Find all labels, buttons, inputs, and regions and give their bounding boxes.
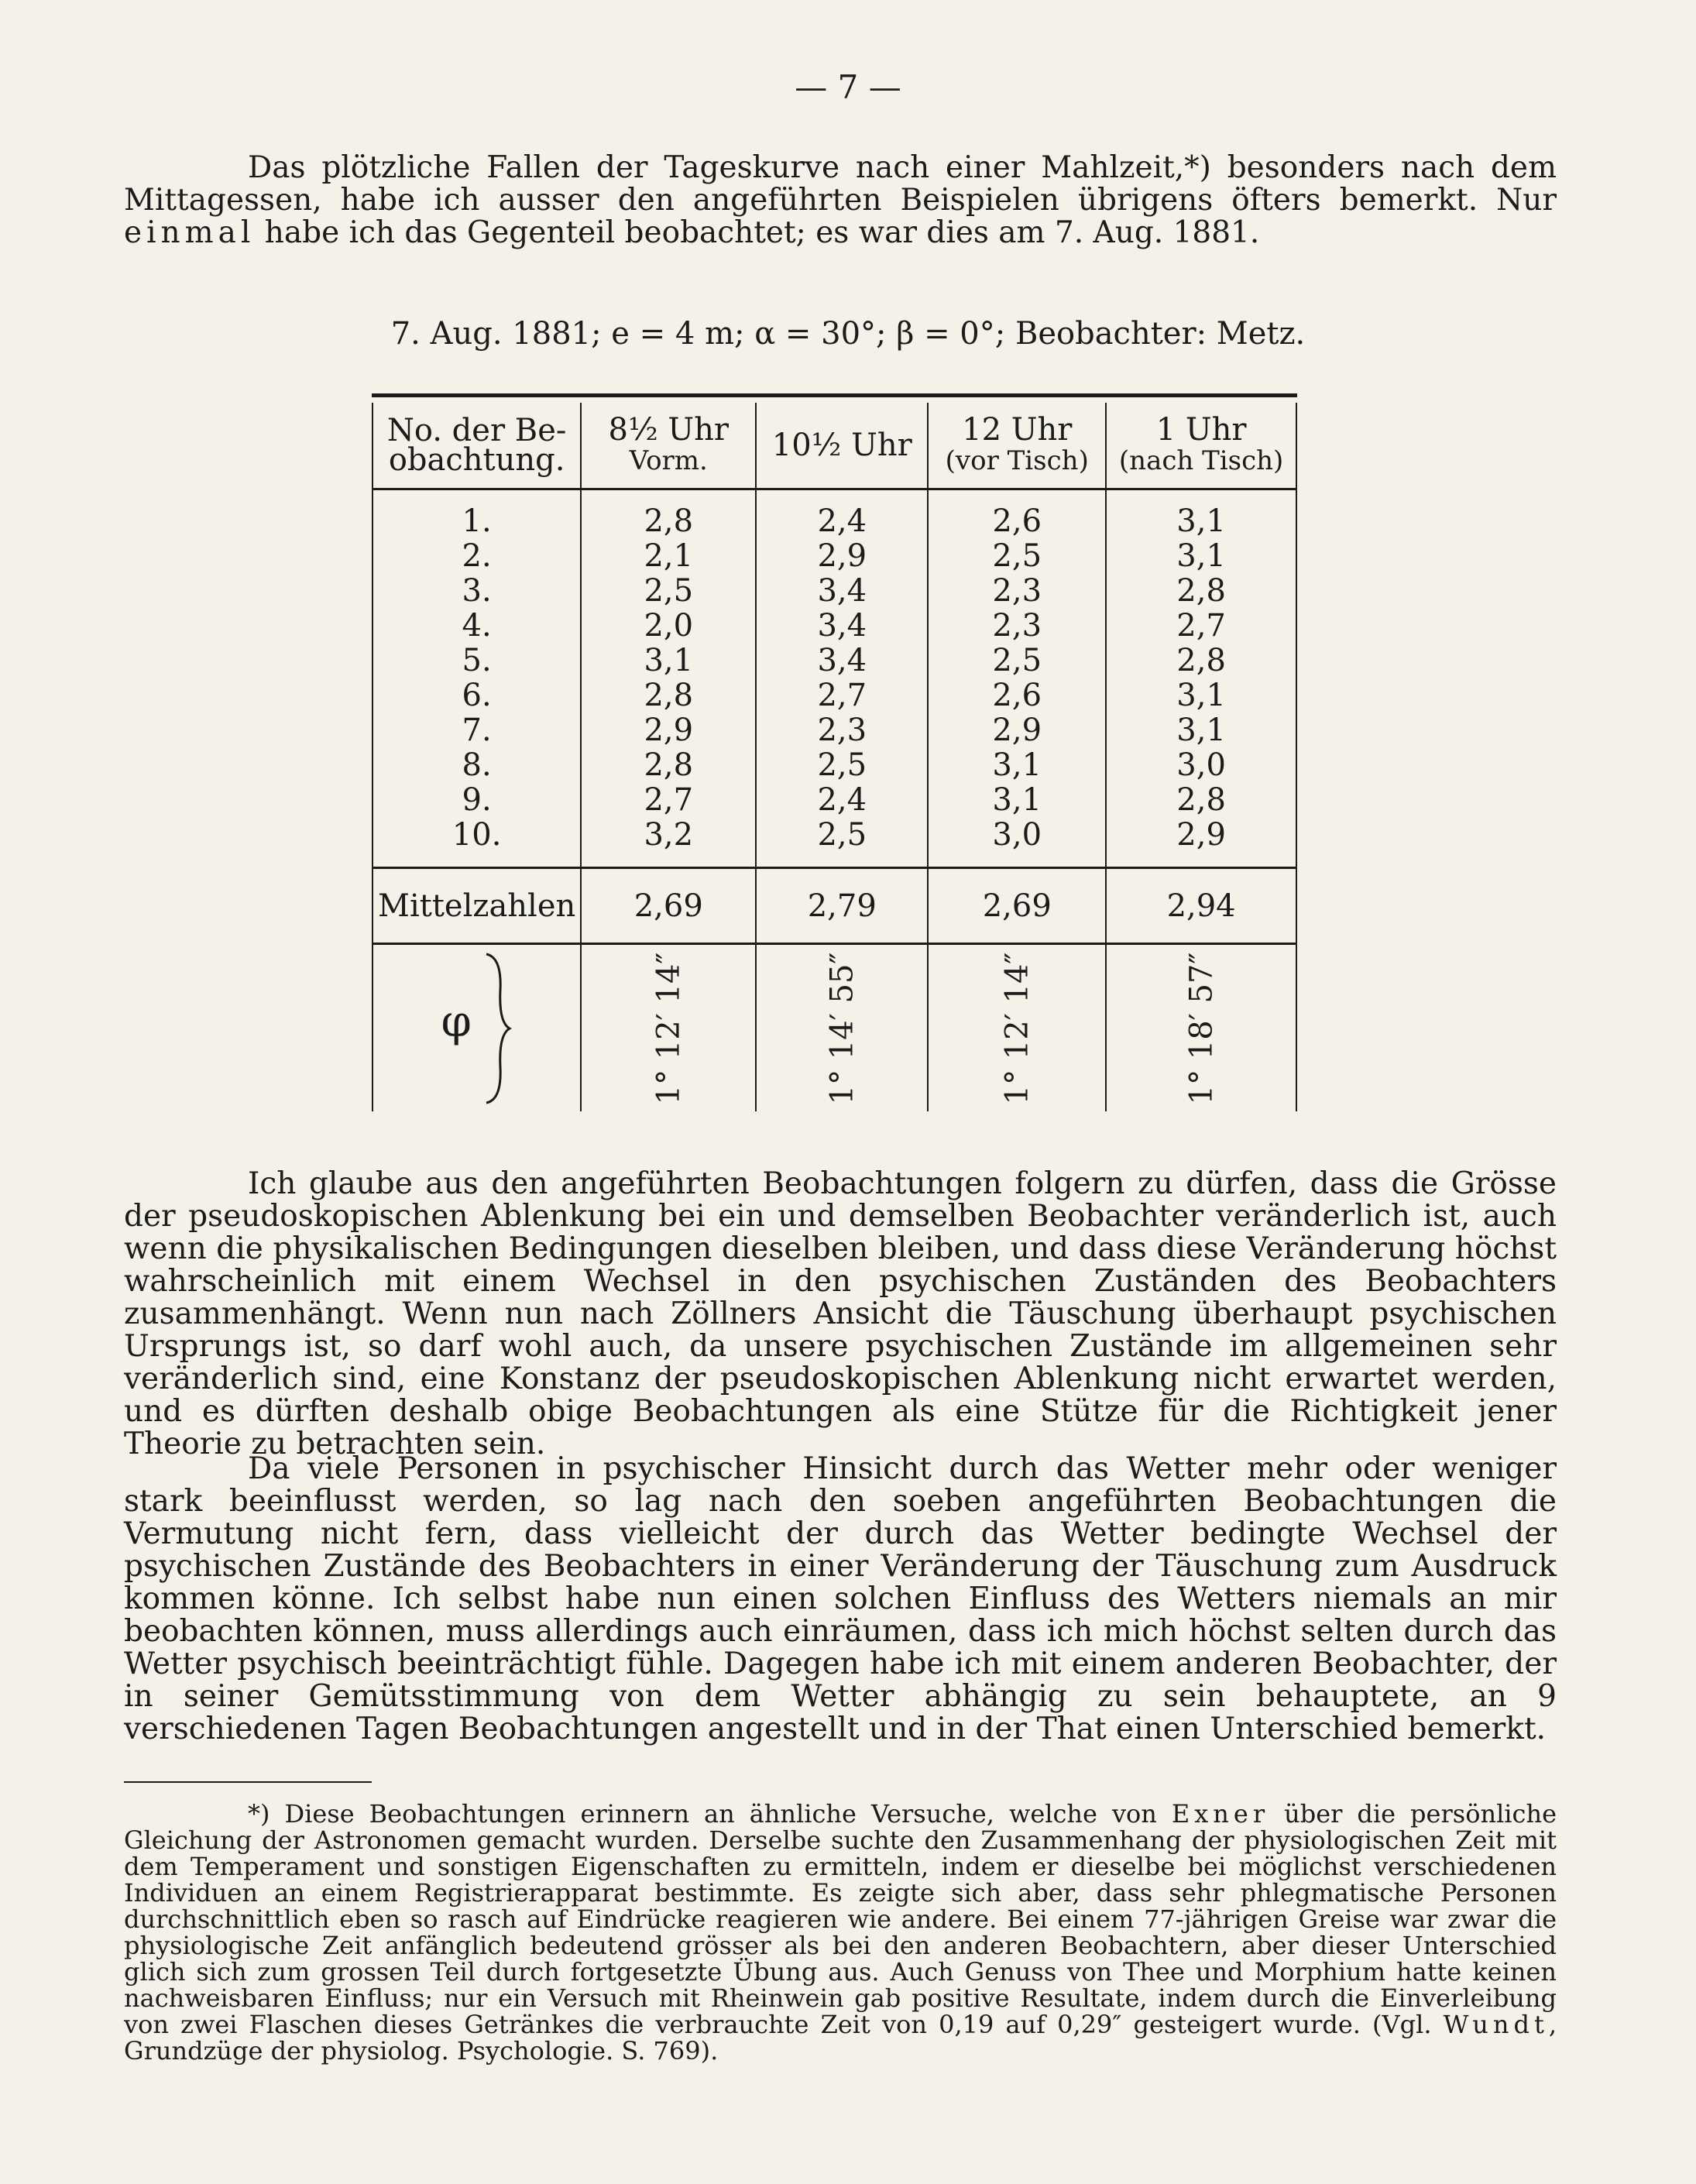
phi-value: 1° 12′ 14″ [999,952,1035,1104]
phi-value-cell [756,944,928,1112]
header-1030: 10½ Uhr [756,403,928,489]
phi-value-cell [581,944,756,1112]
table-top-rule [372,393,1297,397]
footnote: *) Diese Beobachtungen erinnern an ähnliche Versuche, welche von Exner über die persönliche Gleichung der Astronomen gemacht wurden. Derselbe suchte den Zusammenhang der physiologischen Zeit mit dem Temperament und sonstigen Eigenschaften zu ermitteln, indem er dieselbe bei möglichst verschiedenen Individuen an einem Registrierapparat bestimmte. Es zeigte sich aber, dass sehr phlegmatische Personen durchschnittlich eben so rasch auf Eindrücke reagieren wie andere. Bei einem 77-jährigen Greise war zwar die physiologische Zeit anfänglich bedeutend grösser als bei den anderen Beobachtern, aber dieser Unterschied glich sich zum grossen Teil durch fortgesetzte Übung aus. Auch Genuss von Thee und Morphium hatte keinen nachweisbaren Einfluss; nur ein Versuch mit Rheinwein gab positive Resultate, indem durch die Einverleibung von zwei Flaschen dieses Getränkes die verbrauchte Zeit von 0,19 auf 0,29″ gesteigert wurde. (Vgl. Wundt, Grundzüge der physiolog. Psychologie. S. 769). [124,1799,1557,2066]
phi-symbol: φ [441,996,472,1047]
phi-row [373,944,1296,1112]
mean-value: 2,79 [756,868,928,944]
mean-value: 2,94 [1106,868,1296,944]
table-row: 8. 2,8 2,5 3,1 3,0 [373,748,1296,783]
observation-table [372,403,1297,1111]
mean-value: 2,69 [581,868,756,944]
table-row: 2. 2,1 2,9 2,5 3,1 [373,539,1296,574]
mean-value: 2,69 [928,868,1106,944]
intro-paragraph: Das plötzliche Fallen der Tageskurve nach einer Mahlzeit,*) besonders nach dem Mittagessen, habe ich ausser den angeführten Beispielen übrigens öfters bemerkt. Nur einmal habe ich das Gegenteil beobachtet; es war dies am 7. Aug. 1881. [124,150,1557,250]
table-row: 6. 2,8 2,7 2,6 3,1 [373,678,1296,713]
phi-label-cell [373,944,581,1112]
table-row: 4. 2,0 3,4 2,3 2,7 [373,609,1296,644]
phi-value: 1° 12′ 14″ [651,952,687,1104]
page-number: — 7 — [795,68,901,106]
table-row: 9. 2,7 2,4 3,1 2,8 [373,783,1296,818]
emphasis-einmal: einmal [124,215,256,250]
header-830: 8½ Uhr Vorm. [581,403,756,489]
table-row: 3. 2,5 3,4 2,3 2,8 [373,574,1296,609]
mean-label: Mittelzahlen [373,868,581,944]
phi-value: 1° 18′ 57″ [1183,952,1220,1104]
body-paragraph-1: Ich glaube aus den angeführten Beobachtungen folgern zu dürfen, dass die Grösse der pseudoskopischen Ablenkung bei ein und demselben Beobachter veränderlich ist, auch wenn die physikalischen Bedingungen dieselben bleiben, und dass diese Veränderung höchst wahrscheinlich mit einem Wechsel in den psychischen Zuständen des Beobachters zusammenhängt. Wenn nun nach Zöllners Ansicht die Täuschung überhaupt psychischen Ursprungs ist, so darf wohl auch, da unsere psychischen Zustände im allgemeinen sehr veränderlich sind, eine Konstanz der pseudoskopischen Ablenkung nicht erwartet werden, und es dürften deshalb obige Beobachtungen als eine Stütze für die Richtigkeit jener Theorie zu betrachten sein. [124,1166,1557,1461]
body-paragraph-2: Da viele Personen in psychischer Hinsicht durch das Wetter mehr oder weniger stark beeinflusst werden, so lag nach den soeben angeführten Beobachtungen die Vermutung nicht fern, dass vielleicht der durch das Wetter bedingte Wechsel der psychischen Zustände des Beobachters in einer Veränderung der Täuschung zum Ausdruck kommen könne. Ich selbst habe nun einen solchen Einfluss des Wetters niemals an mir beobachten können, muss allerdings auch einräumen, dass ich mich höchst selten durch das Wetter psychisch beeinträchtigt fühle. Dagegen habe ich mit einem anderen Beobachter, der in seiner Gemütsstimmung von dem Wetter abhängig zu sein behauptete, an 9 verschiedenen Tagen Beobachtungen angestellt und in der That einen Unterschied bemerkt. [124,1451,1557,1746]
mean-row [373,868,1296,944]
phi-value-cell [928,944,1106,1112]
phi-value-cell [1106,944,1296,1112]
header-1: 1 Uhr (nach Tisch) [1106,403,1296,489]
table-heading: 7. Aug. 1881; e = 4 m; α = 30°; β = 0°; Beobachter: Metz. [390,316,1306,352]
name-exner: Exner [1171,1799,1270,1829]
table-header-row [373,403,1296,489]
name-wundt: Wundt [1443,2010,1549,2039]
right-brace-icon [482,951,513,1106]
table-row: 10. 3,2 2,5 3,0 2,9 [373,818,1296,868]
phi-value: 1° 14′ 55″ [824,952,860,1104]
header-observation-no: No. der Be- obachtung. [373,403,581,489]
table-row: 1. 2,8 2,4 2,6 3,1 [373,489,1296,540]
table-row: 5. 3,1 3,4 2,5 2,8 [373,644,1296,678]
table-row: 7. 2,9 2,3 2,9 3,1 [373,713,1296,748]
header-12: 12 Uhr (vor Tisch) [928,403,1106,489]
footnote-rule [124,1781,372,1783]
